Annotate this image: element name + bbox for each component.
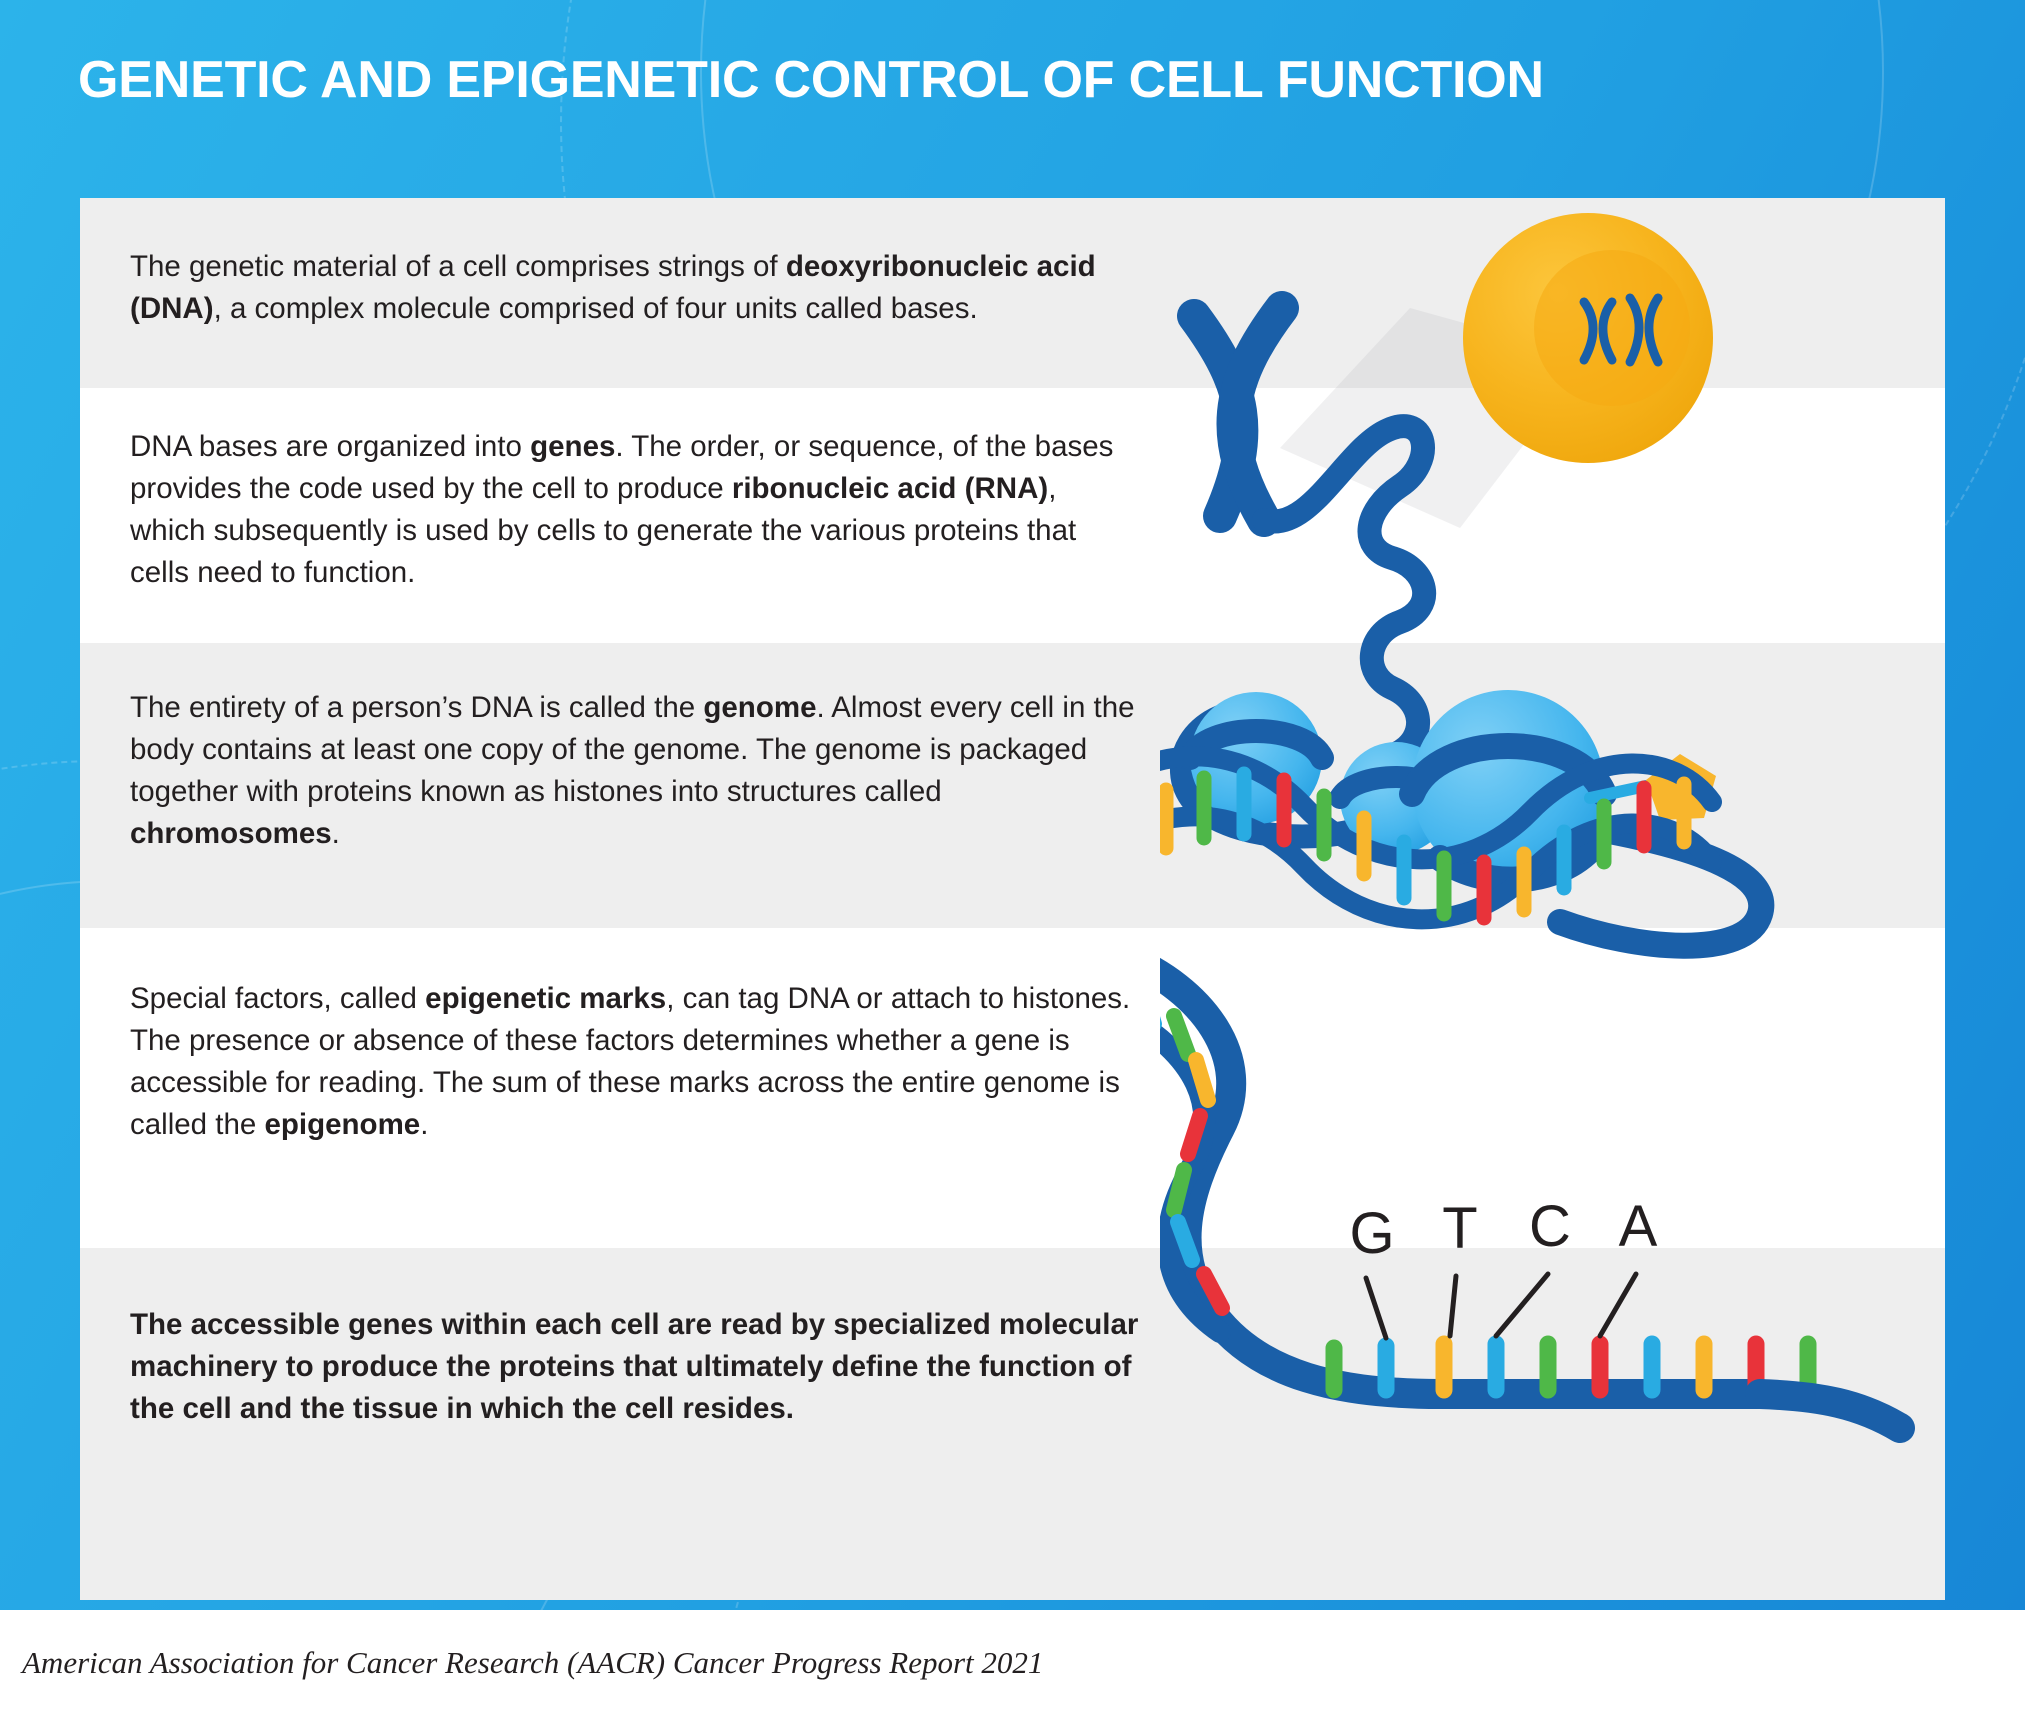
row-genome-text	[130, 687, 1140, 855]
base-label-g: G	[1349, 1201, 1395, 1266]
text-segment: ribonucleic acid (RNA)	[731, 471, 1049, 505]
row-genome	[80, 643, 1945, 928]
row-epigenetic-marks-text	[130, 978, 1140, 1146]
row-epigenetic-marks	[80, 928, 1945, 1248]
text-segment: epigenome	[264, 1107, 421, 1141]
row-genes	[80, 388, 1945, 643]
text-segment: Special factors, called	[130, 982, 426, 1015]
row-genes-text	[130, 426, 1140, 594]
base-label-c: C	[1529, 1194, 1571, 1259]
text-segment: genes	[530, 430, 616, 463]
base-label-t: T	[1442, 1196, 1478, 1261]
text-segment: , which subsequently is used by cells to generate the various proteins that cells need to function.	[130, 471, 1077, 589]
content-card	[80, 198, 1945, 1600]
text-rows	[80, 198, 1945, 1600]
text-segment: . Almost every cell in the body contains at least one copy of the genome. The genome is packaged together with proteins known as histones into structures called	[130, 691, 1135, 808]
page-title: GENETIC AND EPIGENETIC CONTROL OF CELL FUNCTION	[78, 51, 1544, 109]
text-segment: The genetic material of a cell comprises strings of	[130, 250, 786, 283]
text-segment: The entirety of a person’s DNA is called the	[130, 691, 704, 724]
text-segment: .	[331, 816, 340, 850]
text-segment: , a complex molecule comprised of four units called bases.	[213, 291, 978, 325]
text-segment: deoxyribonucleic acid (DNA)	[130, 250, 1096, 325]
base-label-a: A	[1618, 1194, 1658, 1259]
row-accessible-genes-text	[130, 1304, 1140, 1430]
text-segment: The accessible genes within each cell are read by specialized molecular machinery to produce the proteins that ultimately define the function of the cell and the tissue in which the cell resides.	[130, 1308, 1139, 1425]
text-segment: , can tag DNA or attach to histones. The presence or absence of these factors determines whether a gene is accessible for reading. The sum of these marks across the entire genome is called the	[130, 982, 1131, 1141]
row-accessible-genes	[80, 1248, 1945, 1600]
text-segment: DNA bases are organized into	[130, 430, 531, 463]
text-segment: epigenetic marks	[425, 982, 667, 1015]
text-segment: .	[420, 1107, 429, 1141]
source-caption: American Association for Cancer Research (AACR) Cancer Progress Report 2021	[22, 1645, 1044, 1680]
text-segment: genome	[703, 691, 817, 724]
text-segment: . The order, or sequence, of the bases provides the code used by the cell to produce	[130, 430, 1114, 505]
row-dna	[80, 198, 1945, 388]
text-segment: chromosomes	[130, 816, 332, 850]
row-dna-text	[130, 246, 1140, 330]
